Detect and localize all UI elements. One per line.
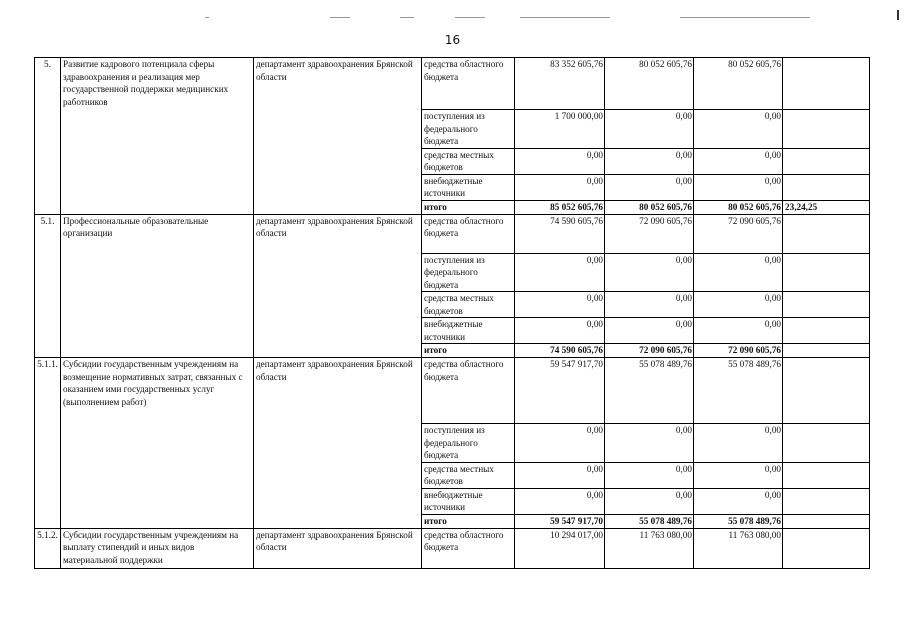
funding-source: внебюджетные источники xyxy=(422,488,515,514)
amount-year-2: 0,00 xyxy=(605,462,694,488)
table-row xyxy=(35,358,870,424)
funding-source: поступления из федерального бюджета xyxy=(422,424,515,463)
executor: департамент здравоохранения Брянской области xyxy=(254,58,422,215)
funding-source: внебюджетные источники xyxy=(422,318,515,344)
amount-year-3: 72 090 605,76 xyxy=(694,344,783,358)
amount-year-3: 80 052 605,76 xyxy=(694,58,783,110)
amount-year-3: 0,00 xyxy=(694,292,783,318)
table-row xyxy=(35,528,870,568)
funding-source: средства местных бюджетов xyxy=(422,292,515,318)
amount-year-1: 59 547 917,70 xyxy=(515,514,605,528)
funding-source: средства областного бюджета xyxy=(422,58,515,110)
indicator-ref: 23,24,25 xyxy=(783,200,870,214)
amount-year-3: 0,00 xyxy=(694,174,783,200)
amount-year-1: 0,00 xyxy=(515,318,605,344)
indicator-ref xyxy=(783,358,870,424)
measure-name: Профессиональные образовательные организации xyxy=(61,214,254,358)
funding-source: средства областного бюджета xyxy=(422,528,515,568)
amount-year-1: 0,00 xyxy=(515,148,605,174)
indicator-ref xyxy=(783,110,870,149)
funding-source: итого xyxy=(422,344,515,358)
row-number: 5.1. xyxy=(35,214,61,358)
amount-year-1: 0,00 xyxy=(515,292,605,318)
executor: департамент здравоохранения Брянской области xyxy=(254,358,422,529)
indicator-ref xyxy=(783,253,870,292)
amount-year-3: 11 763 080,00 xyxy=(694,528,783,568)
budget-table xyxy=(34,57,870,569)
indicator-ref xyxy=(783,174,870,200)
funding-source: средства местных бюджетов xyxy=(422,148,515,174)
amount-year-3: 0,00 xyxy=(694,462,783,488)
amount-year-1: 74 590 605,76 xyxy=(515,344,605,358)
amount-year-1: 0,00 xyxy=(515,462,605,488)
amount-year-3: 0,00 xyxy=(694,110,783,149)
amount-year-3: 55 078 489,76 xyxy=(694,514,783,528)
indicator-ref xyxy=(783,344,870,358)
amount-year-1: 10 294 017,00 xyxy=(515,528,605,568)
amount-year-2: 0,00 xyxy=(605,110,694,149)
amount-year-2: 72 090 605,76 xyxy=(605,344,694,358)
amount-year-2: 11 763 080,00 xyxy=(605,528,694,568)
funding-source: поступления из федерального бюджета xyxy=(422,110,515,149)
amount-year-3: 0,00 xyxy=(694,253,783,292)
row-number: 5.1.1. xyxy=(35,358,61,529)
amount-year-1: 0,00 xyxy=(515,174,605,200)
amount-year-3: 0,00 xyxy=(694,488,783,514)
table-row xyxy=(35,214,870,253)
amount-year-1: 0,00 xyxy=(515,424,605,463)
funding-source: итого xyxy=(422,200,515,214)
funding-source: поступления из федерального бюджета xyxy=(422,253,515,292)
amount-year-2: 55 078 489,76 xyxy=(605,358,694,424)
amount-year-1: 59 547 917,70 xyxy=(515,358,605,424)
page-number: 16 xyxy=(444,33,461,47)
indicator-ref xyxy=(783,214,870,253)
amount-year-3: 0,00 xyxy=(694,424,783,463)
amount-year-1: 85 052 605,76 xyxy=(515,200,605,214)
amount-year-2: 72 090 605,76 xyxy=(605,214,694,253)
amount-year-3: 80 052 605,76 xyxy=(694,200,783,214)
indicator-ref xyxy=(783,528,870,568)
funding-source: средства местных бюджетов xyxy=(422,462,515,488)
funding-source: итого xyxy=(422,514,515,528)
amount-year-2: 0,00 xyxy=(605,253,694,292)
executor: департамент здравоохранения Брянской области xyxy=(254,528,422,568)
amount-year-2: 80 052 605,76 xyxy=(605,200,694,214)
indicator-ref xyxy=(783,318,870,344)
table-row xyxy=(35,58,870,110)
amount-year-2: 80 052 605,76 xyxy=(605,58,694,110)
amount-year-3: 55 078 489,76 xyxy=(694,358,783,424)
indicator-ref xyxy=(783,424,870,463)
amount-year-3: 0,00 xyxy=(694,318,783,344)
funding-source: внебюджетные источники xyxy=(422,174,515,200)
row-number: 5.1.2. xyxy=(35,528,61,568)
executor: департамент здравоохранения Брянской области xyxy=(254,214,422,358)
indicator-ref xyxy=(783,488,870,514)
indicator-ref xyxy=(783,58,870,110)
amount-year-2: 0,00 xyxy=(605,174,694,200)
row-number: 5. xyxy=(35,58,61,215)
amount-year-3: 72 090 605,76 xyxy=(694,214,783,253)
amount-year-1: 74 590 605,76 xyxy=(515,214,605,253)
amount-year-1: 0,00 xyxy=(515,253,605,292)
measure-name: Развитие кадрового потенциала сферы здравоохранения и реализация мер государственной поддержки медицинских работников xyxy=(61,58,254,215)
funding-source: средства областного бюджета xyxy=(422,214,515,253)
amount-year-2: 0,00 xyxy=(605,148,694,174)
amount-year-1: 83 352 605,76 xyxy=(515,58,605,110)
indicator-ref xyxy=(783,462,870,488)
amount-year-3: 0,00 xyxy=(694,148,783,174)
amount-year-2: 0,00 xyxy=(605,488,694,514)
funding-source: средства областного бюджета xyxy=(422,358,515,424)
indicator-ref xyxy=(783,514,870,528)
amount-year-2: 55 078 489,76 xyxy=(605,514,694,528)
measure-name: Субсидии государственным учреждениям на возмещение нормативных затрат, связанных с оказанием ими государственных услуг (выполнением работ) xyxy=(61,358,254,529)
amount-year-2: 0,00 xyxy=(605,424,694,463)
measure-name: Субсидии государственным учреждениям на выплату стипендий и иных видов материальной поддержки xyxy=(61,528,254,568)
amount-year-2: 0,00 xyxy=(605,318,694,344)
amount-year-2: 0,00 xyxy=(605,292,694,318)
indicator-ref xyxy=(783,292,870,318)
amount-year-1: 0,00 xyxy=(515,488,605,514)
indicator-ref xyxy=(783,148,870,174)
amount-year-1: 1 700 000,00 xyxy=(515,110,605,149)
